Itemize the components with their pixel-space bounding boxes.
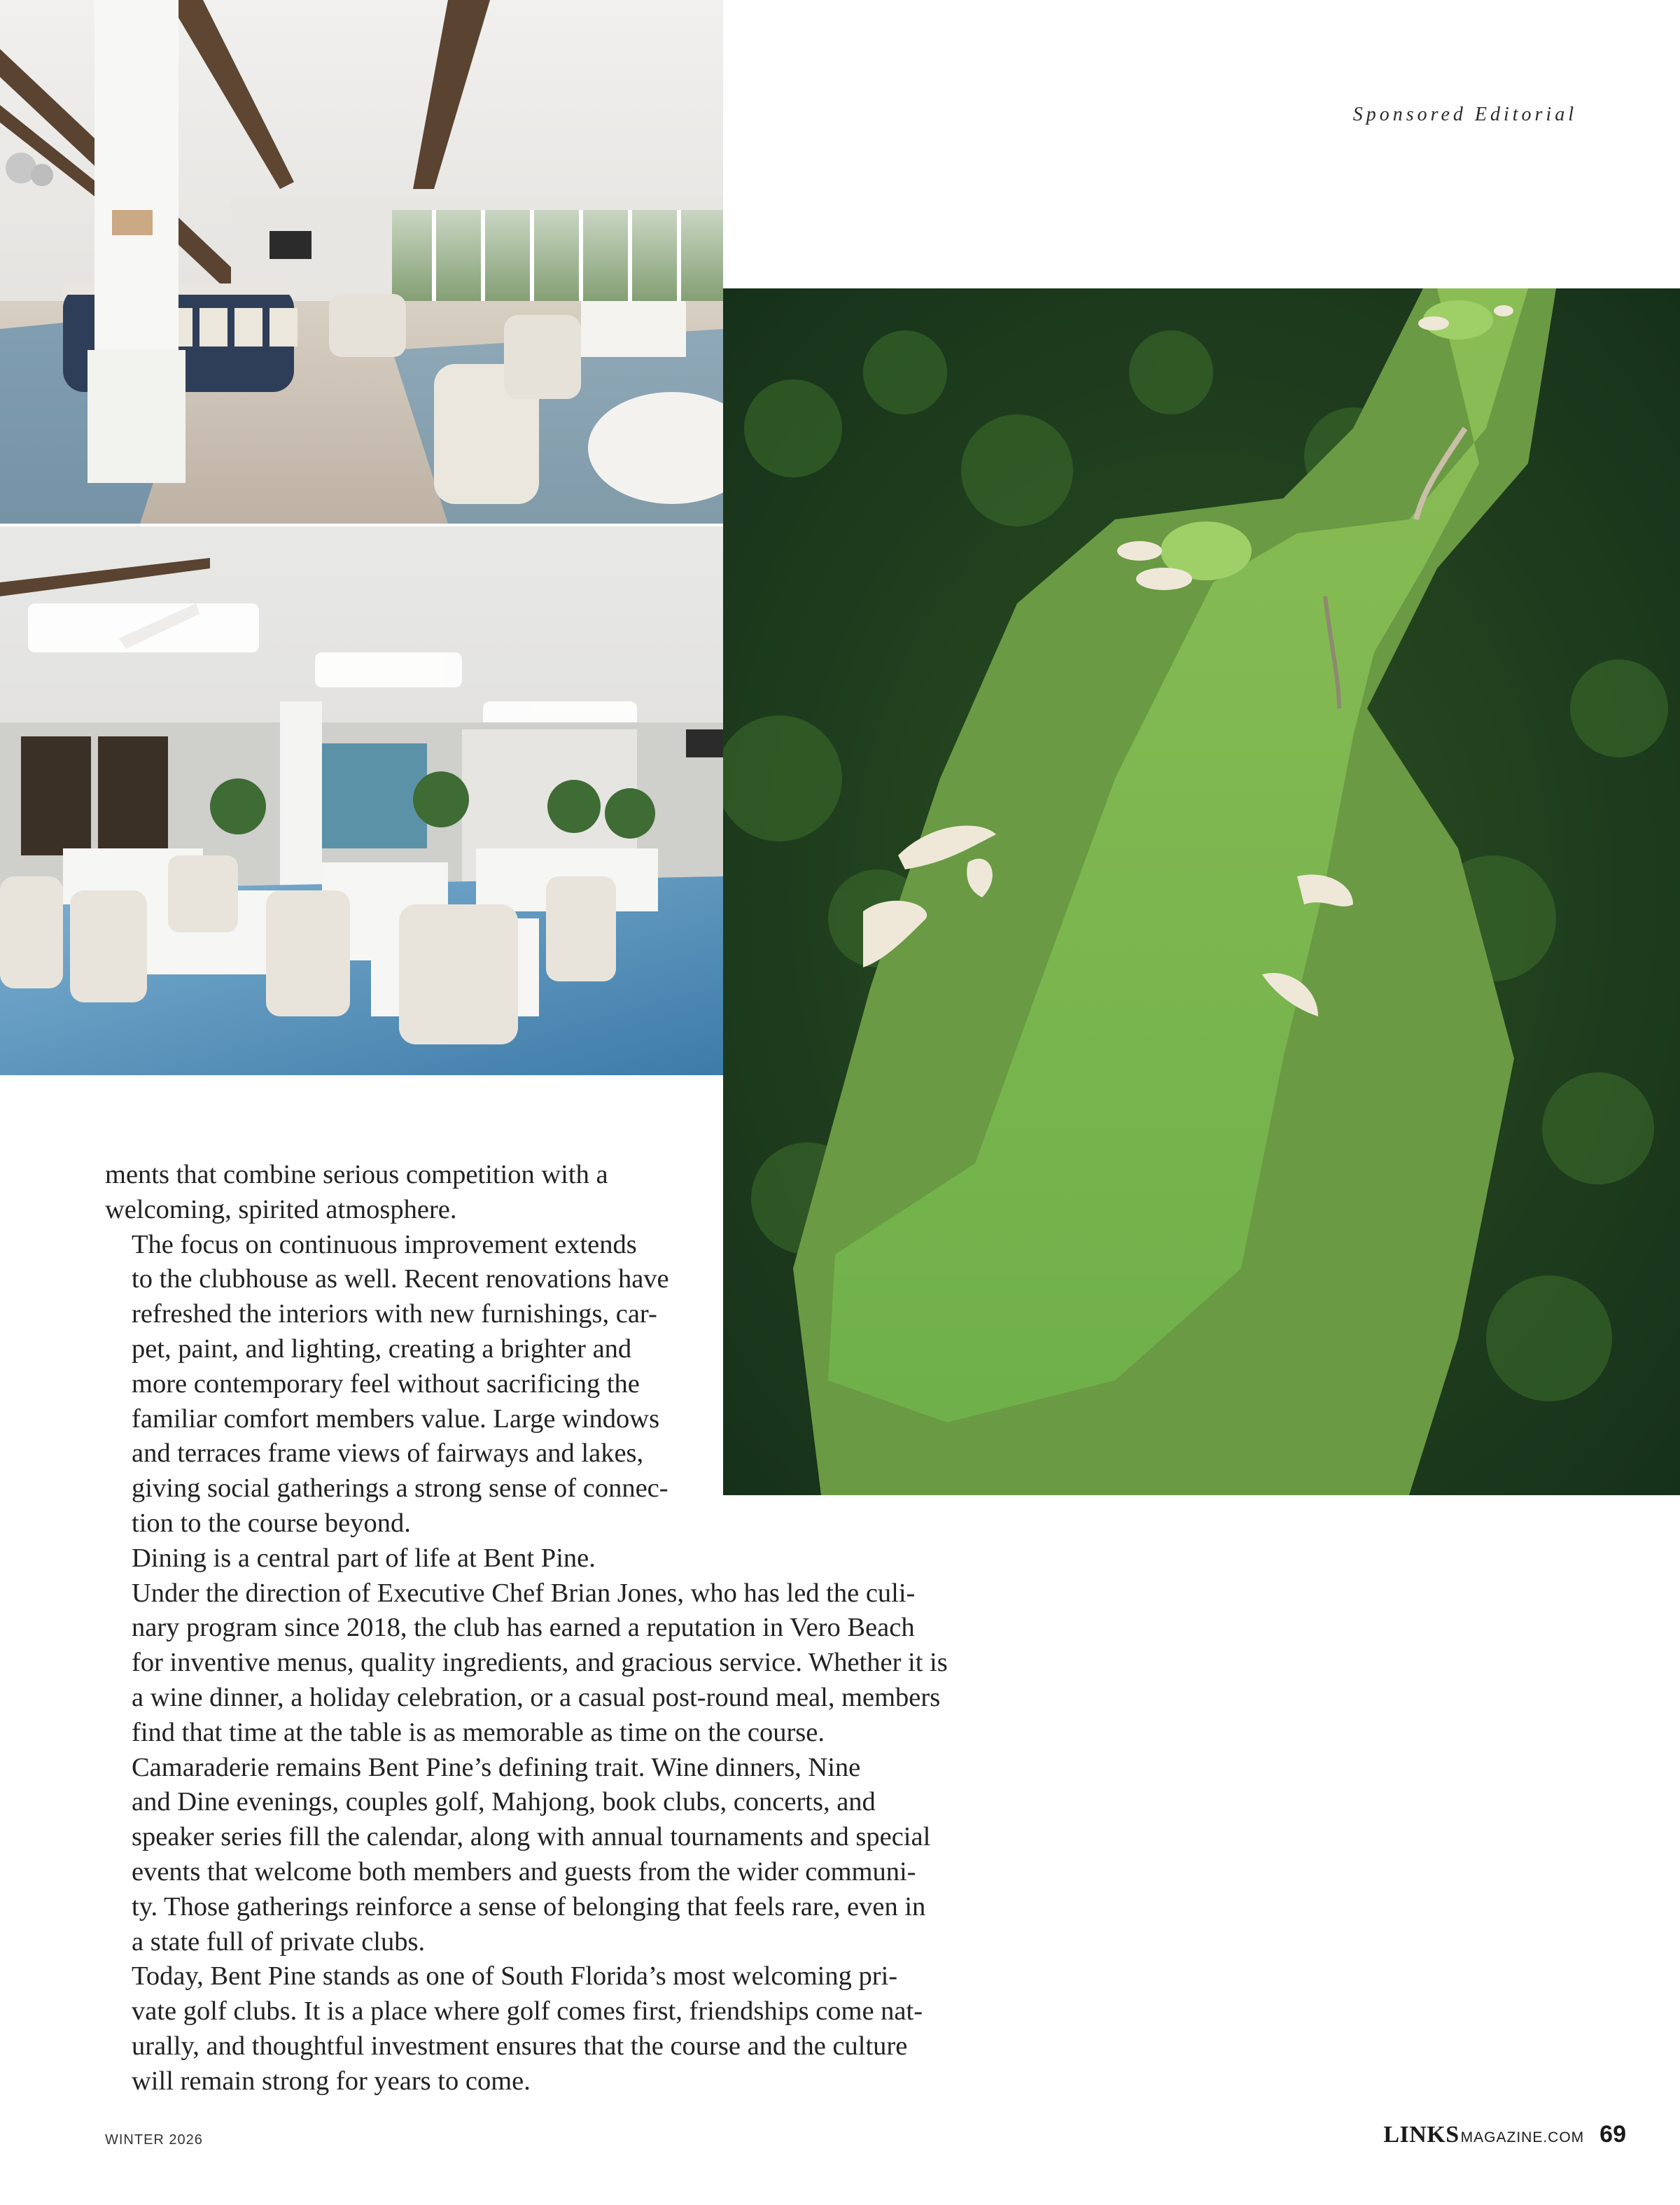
text-line: giving social gatherings a strong sense of connec- <box>132 1474 668 1504</box>
article-paragraph <box>105 1959 938 2099</box>
text-line: Under the direction of Executive Chef Brian Jones, who has led the culi- <box>132 1578 916 1608</box>
text-line: a wine dinner, a holiday celebration, or a casual post-round meal, members <box>132 1682 941 1712</box>
text-line: refreshed the interiors with new furnishings, car- <box>132 1299 657 1329</box>
text-line: events that welcome both members and guests from the wider communi- <box>132 1856 916 1886</box>
dining-room-photo <box>0 526 723 1075</box>
text-line: Camaraderie remains Bent Pine’s defining trait. Wine dinners, Nine <box>132 1752 861 1782</box>
text-line: Today, Bent Pine stands as one of South Florida’s most welcoming pri- <box>132 1961 898 1991</box>
clubhouse-bar-photo <box>0 0 723 524</box>
folio <box>1383 2121 1626 2148</box>
article-paragraph <box>105 1541 948 1751</box>
sponsored-editorial-label: Sponsored Editorial <box>1352 104 1577 125</box>
text-line: familiar comfort members value. Large windows <box>132 1404 660 1434</box>
text-line: speaker series fill the calendar, along with annual tournaments and special <box>132 1822 931 1852</box>
article-paragraph <box>105 1158 938 1228</box>
text-line: ments that combine serious competition with a <box>105 1160 608 1189</box>
text-line: will remain strong for years to come. <box>132 2066 531 2096</box>
brand-suffix: MAGAZINE.COM <box>1460 2129 1585 2146</box>
page-number: 69 <box>1600 2121 1626 2148</box>
text-line: nary program since 2018, the club has earned a reputation in Vero Beach <box>132 1613 915 1643</box>
text-line: more contemporary feel without sacrificing the <box>132 1368 640 1399</box>
text-line: tion to the course beyond. <box>132 1508 411 1538</box>
article-body <box>105 1158 948 2099</box>
article-paragraph <box>105 1228 938 1541</box>
article-paragraph <box>105 1751 938 1960</box>
text-line: and terraces frame views of fairways and lakes, <box>132 1438 644 1469</box>
text-line: a state full of private clubs. <box>132 1926 426 1956</box>
text-line: The focus on continuous improvement extends <box>132 1229 637 1259</box>
text-line: Dining is a central part of life at Bent Pine. <box>132 1543 596 1573</box>
text-line: pet, paint, and lighting, creating a brighter and <box>132 1334 632 1364</box>
text-line: find that time at the table is as memorable as time on the course. <box>132 1717 825 1747</box>
text-line: vate golf clubs. It is a place where golf comes first, friendships come nat- <box>132 1996 923 2026</box>
issue-date: WINTER 2026 <box>105 2132 203 2148</box>
text-line: welcoming, spirited atmosphere. <box>105 1194 457 1224</box>
text-line: for inventive menus, quality ingredients, and gracious service. Whether it is <box>132 1648 948 1678</box>
brand-name: LINKS <box>1383 2122 1460 2148</box>
text-line: and Dine evenings, couples golf, Mahjong, book clubs, concerts, and <box>132 1787 876 1817</box>
text-line: urally, and thoughtful investment ensures that the course and the culture <box>132 2031 908 2061</box>
text-line: ty. Those gatherings reinforce a sense of belonging that feels rare, even in <box>132 1891 926 1921</box>
text-line: to the clubhouse as well. Recent renovations have <box>132 1264 669 1294</box>
